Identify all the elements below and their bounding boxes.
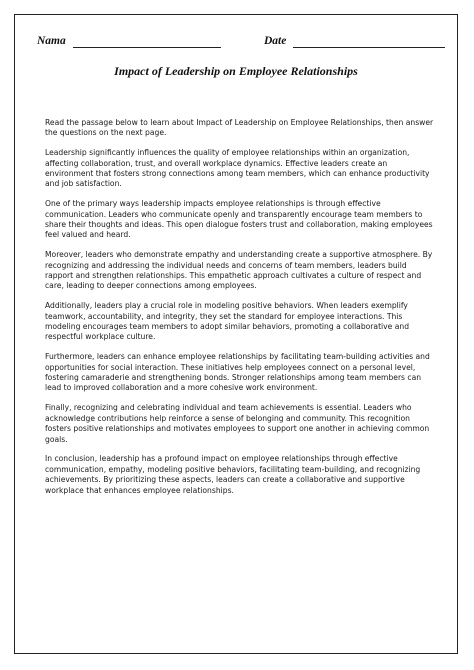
passage	[45, 118, 437, 505]
paragraph: Finally, recognizing and celebrating individual and team achievements is essential. Leaders who acknowledge contributions help reinforce a sense of belonging and community. This recognition fosters positive relationships and motivates employees to support one another in achieving common goals.	[45, 403, 430, 444]
header-row	[37, 35, 439, 55]
date-label: Date	[264, 35, 287, 47]
paragraph: Leadership significantly influences the quality of employee relationships within an organization, affecting collaboration, trust, and overall workplace dynamics. Effective leaders create an environment that fosters strong connections among team members, which can enhance productivity and job satisfaction.	[45, 148, 430, 189]
name-blank-line	[73, 47, 221, 48]
paragraph: Moreover, leaders who demonstrate empathy and understanding create a supportive atmosphere. By recognizing and addressing the individual needs and concerns of team members, leaders build rapport and strengthen relationships. This empathetic approach cultivates a culture of respect and care, leading to deeper connections among employees.	[45, 250, 433, 291]
worksheet-page	[14, 14, 458, 654]
paragraph-instructions: Read the passage below to learn about Impact of Leadership on Employee Relationships, then answer the questions on the next page.	[45, 118, 434, 138]
name-label: Nama	[37, 35, 66, 47]
paragraph: Furthermore, leaders can enhance employee relationships by facilitating team-building activities and opportunities for social interaction. These initiatives help employees connect on a personal level, fostering camaraderie and strengthening bonds. Stronger relationships among team members can lead to improved collaboration and a more cohesive work environment.	[45, 352, 430, 393]
page-title: Impact of Leadership on Employee Relationships	[114, 64, 358, 78]
paragraph: Additionally, leaders play a crucial role in modeling positive behaviors. When leaders exemplify teamwork, accountability, and integrity, they set the standard for employee interactions. This modeling encourages team members to adopt similar behaviors, promoting a collaborative and respectful workplace culture.	[45, 301, 410, 342]
paragraph: One of the primary ways leadership impacts employee relationships is through effective communication. Leaders who communicate openly and transparently encourage team members to share their thoughts and ideas. This open dialogue fosters trust and collaboration, making employees feel valued and heard.	[45, 199, 433, 240]
paragraph: In conclusion, leadership has a profound impact on employee relationships through effective communication, empathy, modeling positive behaviors, facilitating team-building, and recognizing achievements. By prioritizing these aspects, leaders can create a collaborative and supportive workplace that enhances employee relationships.	[45, 454, 421, 495]
date-blank-line	[293, 47, 445, 48]
